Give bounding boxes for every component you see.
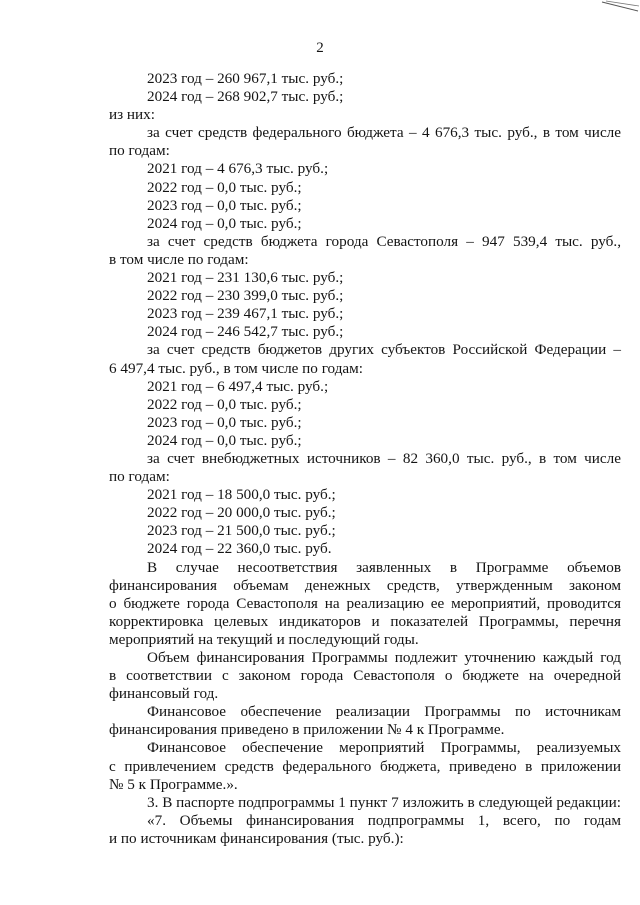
text-line: 3. В паспорте подпрограммы 1 пункт 7 изложить в следующей редакции: [147,793,621,811]
text-line: Финансовое обеспечение реализации Программы по источникам [147,703,621,721]
text-line: Финансовое обеспечение мероприятий Программы, реализуемых [147,739,621,757]
text-line: 2021 год – 6 497,4 тыс. руб.; [147,377,329,395]
text-line: Объем финансирования Программы подлежит уточнению каждый год [147,649,621,666]
text-line: 2023 год – 239 467,1 тыс. руб.; [147,305,344,323]
text-line: 2024 год – 0,0 тыс. руб.; [147,214,302,232]
text-line: 2024 год – 268 902,7 тыс. руб.; [147,88,344,106]
text-line: 2024 год – 0,0 тыс. руб.; [147,431,302,449]
text-line: мероприятий на текущий и последующий годы. [109,630,419,648]
text-line: 2022 год – 230 399,0 тыс. руб.; [147,287,344,305]
text-line: по годам: [109,142,170,160]
text-line: В случае несоответствия заявленных в Программе объемов [147,558,621,576]
text-line: 2023 год – 0,0 тыс. руб.; [147,413,302,431]
text-line: финансовый год. [109,685,219,703]
text-line: с привлечением средств федерального бюджета, приведено в приложении [109,757,621,775]
page-number: 2 [316,40,324,56]
text-line: финансирования объемам денежных средств, утвержденным законом [109,576,621,594]
text-line: о бюджете города Севастополя на реализацию ее мероприятий, проводится [109,594,621,612]
text-line: за счет средств бюджетов других субъектов Российской Федерации – [147,341,621,359]
text-line: «7. Объемы финансирования подпрограммы 1, всего, по годам [147,811,621,829]
text-line: за счет средств бюджета города Севастополя – 947 539,4 тыс. руб., [147,232,621,250]
scan-artifact-mark [600,0,640,14]
text-line: 2021 год – 4 676,3 тыс. руб.; [147,160,329,178]
document-body [109,70,621,848]
text-line: № 5 к Программе.». [109,775,238,793]
text-line: 2024 год – 246 542,7 тыс. руб.; [147,323,344,341]
text-line: 2022 год – 20 000,0 тыс. руб.; [147,504,336,522]
text-line: в том числе по годам: [109,250,249,268]
text-line: 2023 год – 0,0 тыс. руб.; [147,196,302,214]
text-line: 2022 год – 0,0 тыс. руб.; [147,395,302,413]
text-line: за счет внебюджетных источников – 82 360,0 тыс. руб., в том числе [147,449,621,467]
text-line: 2021 год – 231 130,6 тыс. руб.; [147,269,344,287]
text-line: по годам: [109,468,170,486]
text-line: 6 497,4 тыс. руб., в том числе по годам: [109,359,364,377]
text-line: 2024 год – 22 360,0 тыс. руб. [147,540,332,558]
text-line: 2022 год – 0,0 тыс. руб.; [147,178,302,196]
text-line: 2023 год – 21 500,0 тыс. руб.; [147,522,336,540]
text-line: из них: [109,106,155,124]
text-line: 2023 год – 260 967,1 тыс. руб.; [147,70,344,87]
text-line: корректировка целевых индикаторов и показателей Программы, перечня [109,612,621,630]
text-line: 2021 год – 18 500,0 тыс. руб.; [147,486,336,504]
text-line: финансирования приведено в приложении № 4 к Программе. [109,721,505,739]
text-line: за счет средств федерального бюджета – 4 676,3 тыс. руб., в том числе [147,124,621,142]
text-line: в соответствии с законом города Севастополя о бюджете на очередной [109,667,621,685]
text-line: и по источникам финансирования (тыс. руб.): [109,829,404,847]
